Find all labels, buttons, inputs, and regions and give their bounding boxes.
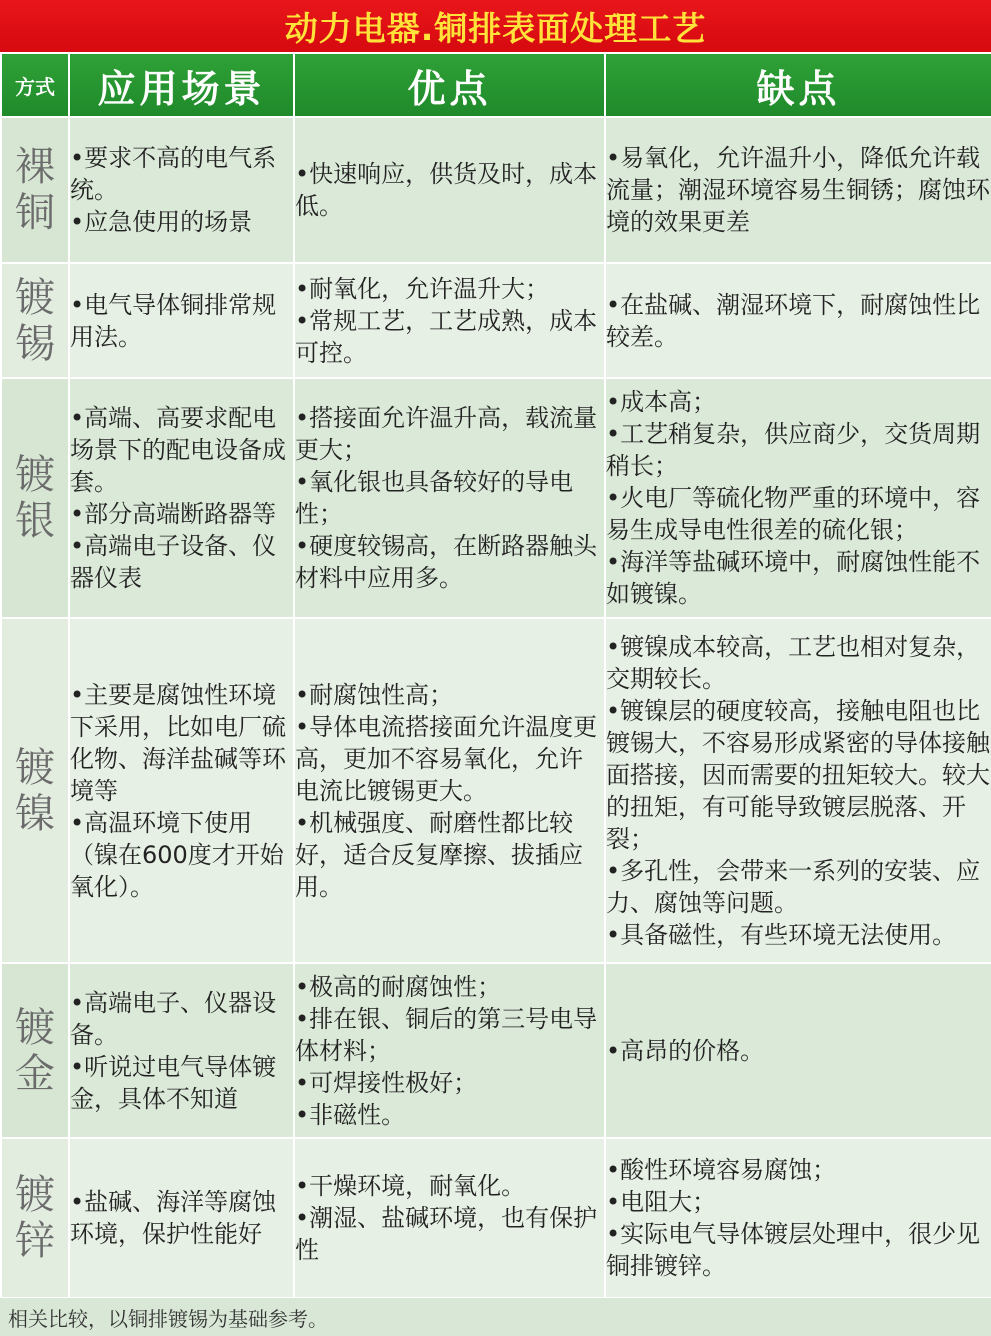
cons-cell: [605, 963, 991, 1138]
pros-item: •极高的耐腐蚀性；: [295, 972, 502, 1001]
pros-item: •干燥环境，耐氧化。: [295, 1172, 526, 1200]
scenario-item: •高温环境下使用（镍在600度才开始氧化）。: [70, 808, 284, 901]
scenario-item: •部分高端断路器等: [70, 500, 277, 528]
method-cell: [1, 1138, 69, 1298]
scenario-cell: [69, 1138, 294, 1298]
scenario-item: •高端、高要求配电场景下的配电设备成套。: [70, 404, 286, 496]
cons-cell: [605, 1138, 991, 1298]
pros-item: •硬度较锡高，在断路器触头材料中应用多。: [295, 532, 598, 592]
method-label: 裸铜: [15, 144, 55, 236]
pros-item: •机械强度、耐磨性都比较好，适合反复摩擦、拔插应用。: [295, 808, 583, 901]
header-cons: 缺点: [605, 53, 991, 117]
cons-item: •实际电气导体镀层处理中，很少见铜排镀锌。: [606, 1220, 981, 1280]
title-bar: [0, 0, 991, 52]
scenario-item: •要求不高的电气系统。: [70, 144, 277, 204]
cons-item: •酸性环境容易腐蚀；: [606, 1156, 837, 1184]
method-cell: [1, 117, 69, 263]
header-row: [1, 53, 991, 117]
table-row: [1, 963, 991, 1138]
cons-cell: [605, 618, 991, 963]
scenario-cell: [69, 378, 294, 618]
cons-item: •镀镍层的硬度较高，接触电阻也比镀锡大，不容易形成紧密的导体接触面搭接，因而需要的扭矩较大。较大的扭矩，有可能导致镀层脱落、开裂；: [606, 696, 990, 853]
pros-item: •导体电流搭接面允许温度更高，更加不容易氧化，允许电流比镀锡更大。: [295, 712, 598, 805]
pros-cell: [294, 618, 605, 963]
table-row: [1, 263, 991, 378]
scenario-cell: [69, 618, 294, 963]
footer-note: [0, 1298, 991, 1336]
method-label: 镀金: [15, 1004, 55, 1097]
cons-item: •电阻大；: [606, 1188, 717, 1216]
scenario-item: •高端电子、仪器设备。: [70, 988, 277, 1049]
cons-item: •易氧化，允许温升小，降低允许载流量；潮湿环境容易生铜锈；腐蚀环境的效果更差: [606, 144, 990, 236]
pros-cell: [294, 378, 605, 618]
method-cell: [1, 963, 69, 1138]
cons-item: •火电厂等硫化物严重的环境中，容易生成导电性很差的硫化银；: [606, 484, 981, 544]
cons-cell: [605, 117, 991, 263]
pros-item: •潮湿、盐碱环境，也有保护性: [295, 1204, 598, 1264]
method-cell: [1, 263, 69, 378]
comparison-table: [0, 52, 991, 1299]
scenario-cell: [69, 963, 294, 1138]
cons-item: •在盐碱、潮湿环境下，耐腐蚀性比较差。: [606, 290, 981, 351]
header-pros: 优点: [294, 53, 605, 117]
pros-item: •非磁性。: [295, 1100, 406, 1129]
table-body: [1, 117, 991, 1298]
scenario-item: •应急使用的场景: [70, 208, 253, 236]
cons-item: •镀镍成本较高，工艺也相对复杂，交期较长。: [606, 632, 981, 693]
pros-cell: [294, 963, 605, 1138]
table-row: [1, 378, 991, 618]
pros-item: •排在银、铜后的第三号电导体材料；: [295, 1004, 598, 1065]
scenario-item: •高端电子设备、仪器仪表: [70, 532, 277, 592]
cons-item: •高昂的价格。: [606, 1036, 765, 1065]
scenario-item: •电气导体铜排常规用法。: [70, 290, 277, 351]
cons-item: •工艺稍复杂，供应商少，交货周期稍长；: [606, 420, 981, 480]
scenario-cell: [69, 117, 294, 263]
cons-item: •海洋等盐碱环境中，耐腐蚀性能不如镀镍。: [606, 548, 981, 608]
pros-cell: [294, 263, 605, 378]
pros-cell: [294, 1138, 605, 1298]
pros-item: •快速响应，供货及时，成本低。: [295, 160, 598, 220]
pros-item: •氧化银也具备较好的导电性；: [295, 468, 574, 528]
table-row: [1, 1138, 991, 1298]
pros-cell: [294, 117, 605, 263]
table-row: [1, 117, 991, 263]
method-label: 镀镍: [15, 744, 55, 837]
scenario-cell: [69, 263, 294, 378]
method-cell: [1, 618, 69, 963]
method-cell: [1, 378, 69, 618]
pros-item: •耐氧化，允许温升大；: [295, 274, 550, 303]
pros-item: •搭接面允许温升高，载流量更大；: [295, 404, 598, 464]
pros-item: •可焊接性极好；: [295, 1068, 478, 1097]
footer-text: 相关比较，以铜排镀锡为基础参考。: [8, 1306, 328, 1331]
cons-item: •成本高；: [606, 388, 717, 416]
scenario-item: •盐碱、海洋等腐蚀环境，保护性能好: [70, 1188, 277, 1248]
page-title: 动力电器.铜排表面处理工艺: [284, 8, 707, 48]
pros-item: •耐腐蚀性高；: [295, 680, 454, 709]
method-label: 镀锡: [15, 274, 55, 367]
table-row: [1, 618, 991, 963]
header-method: 方式: [1, 53, 69, 117]
cons-cell: [605, 378, 991, 618]
method-label: 镀锌: [15, 1172, 55, 1264]
header-scenario: 应用场景: [69, 53, 294, 117]
scenario-item: •听说过电气导体镀金，具体不知道: [70, 1052, 277, 1113]
scenario-item: •主要是腐蚀性环境下采用，比如电厂硫化物、海洋盐碱等环境等: [70, 680, 286, 805]
pros-item: •常规工艺，工艺成熟，成本可控。: [295, 306, 598, 367]
cons-item: •多孔性，会带来一系列的安装、应力、腐蚀等问题。: [606, 856, 981, 917]
method-label: 镀银: [15, 452, 55, 544]
cons-item: •具备磁性，有些环境无法使用。: [606, 920, 957, 949]
cons-cell: [605, 263, 991, 378]
